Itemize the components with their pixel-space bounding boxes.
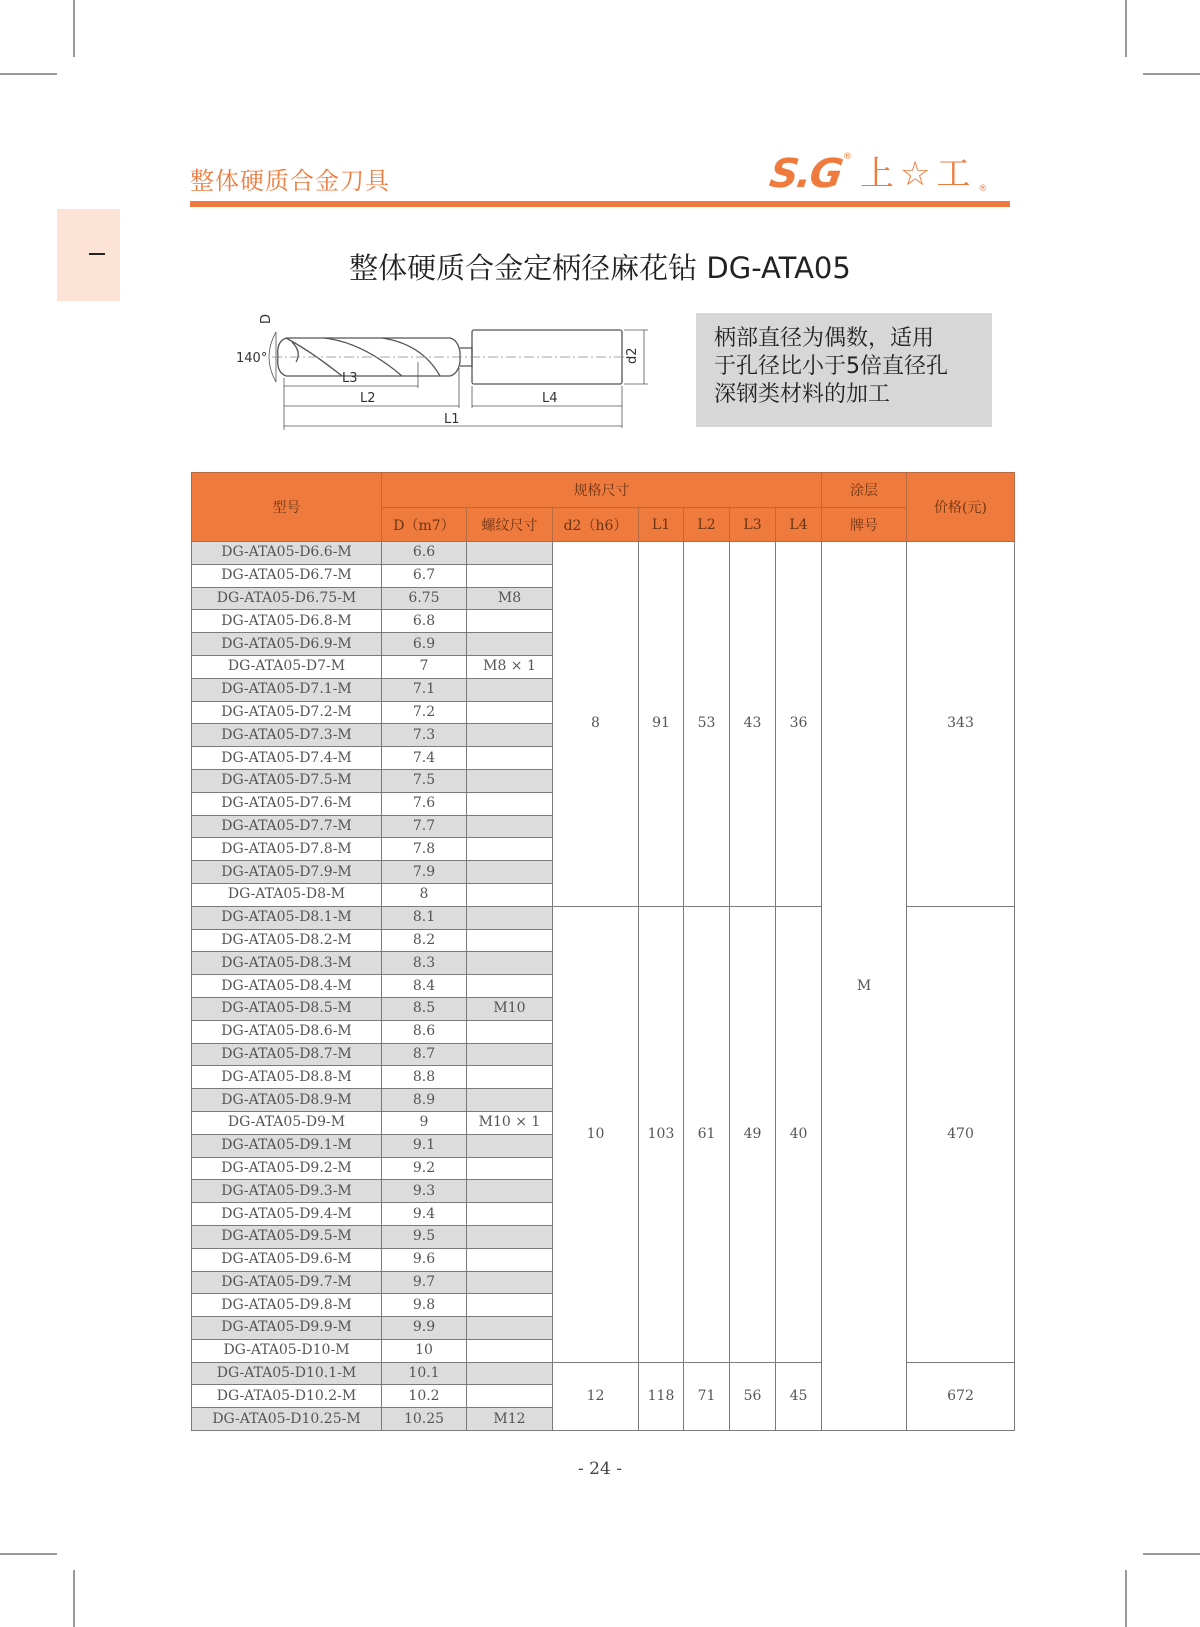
cell-model: DG-ATA05-D8.9-M [192,1089,382,1112]
cell-thread [467,1225,553,1248]
cell-diameter: 7.5 [382,769,467,792]
cell-price: 343 [907,542,1015,907]
page-number: - 24 - [578,1459,622,1479]
cell-model: DG-ATA05-D9.3-M [192,1180,382,1203]
cell-diameter: 7.9 [382,861,467,884]
crop-mark [0,1553,57,1555]
cell-model: DG-ATA05-D8.1-M [192,906,382,929]
cell-model: DG-ATA05-D9.7-M [192,1271,382,1294]
cell-diameter: 8.3 [382,952,467,975]
cell-price: 672 [907,1362,1015,1430]
cell-model: DG-ATA05-D8.7-M [192,1043,382,1066]
cell-model: DG-ATA05-D7.1-M [192,678,382,701]
cell-thread [467,542,553,565]
cell-diameter: 9.6 [382,1248,467,1271]
cell-l3: 49 [730,906,776,1362]
col-header-price: 价格(元) [907,473,1015,542]
usage-note [696,313,992,427]
cell-diameter: 7.1 [382,678,467,701]
crop-mark [1143,73,1200,75]
cell-thread [467,929,553,952]
cell-model: DG-ATA05-D7-M [192,655,382,678]
cell-model: DG-ATA05-D6.9-M [192,633,382,656]
cell-diameter: 6.7 [382,564,467,587]
cell-model: DG-ATA05-D9.8-M [192,1294,382,1317]
cell-diameter: 8.8 [382,1066,467,1089]
col-header-l2: L2 [684,508,730,542]
cell-model: DG-ATA05-D7.7-M [192,815,382,838]
cell-diameter: 9 [382,1111,467,1134]
cell-shank-diameter: 8 [553,542,639,907]
cell-model: DG-ATA05-D10-M [192,1339,382,1362]
cell-l4: 40 [776,906,822,1362]
cell-thread [467,1385,553,1408]
cell-diameter: 10.25 [382,1408,467,1431]
cell-thread [467,724,553,747]
cell-thread [467,769,553,792]
cell-diameter: 8.6 [382,1020,467,1043]
cell-thread [467,1066,553,1089]
col-header-l4: L4 [776,508,822,542]
cell-thread [467,861,553,884]
cell-diameter: 10 [382,1339,467,1362]
cell-l2: 71 [684,1362,730,1430]
cell-model: DG-ATA05-D9.5-M [192,1225,382,1248]
col-header-model: 型号 [192,473,382,542]
cell-thread [467,883,553,906]
cell-diameter: 7.2 [382,701,467,724]
cell-thread [467,564,553,587]
crop-mark [73,0,75,57]
cell-thread [467,747,553,770]
cell-model: DG-ATA05-D9.6-M [192,1248,382,1271]
spec-table [191,472,1015,1431]
cell-l4: 45 [776,1362,822,1430]
cell-diameter: 8.9 [382,1089,467,1112]
spec-table-body [192,542,1015,1431]
cell-diameter: 9.1 [382,1134,467,1157]
note-line: 于孔径比小于5倍直径孔 [714,354,948,379]
cell-thread: M8 × 1 [467,655,553,678]
cell-l3: 43 [730,542,776,907]
cell-model: DG-ATA05-D10.25-M [192,1408,382,1431]
cell-l2: 61 [684,906,730,1362]
cell-diameter: 7 [382,655,467,678]
cell-diameter: 8.1 [382,906,467,929]
cell-diameter: 7.8 [382,838,467,861]
cell-thread [467,975,553,998]
cell-model: DG-ATA05-D7.6-M [192,792,382,815]
cell-diameter: 9.4 [382,1203,467,1226]
cell-diameter: 8.7 [382,1043,467,1066]
cell-l1: 91 [639,542,684,907]
cell-thread [467,906,553,929]
registered-mark: ® [842,152,852,162]
cell-coating: M [822,542,907,1431]
cell-model: DG-ATA05-D7.2-M [192,701,382,724]
header-rule [190,201,1010,207]
col-header-l3: L3 [730,508,776,542]
cell-model: DG-ATA05-D9-M [192,1111,382,1134]
cell-thread [467,1248,553,1271]
cell-thread [467,633,553,656]
cell-diameter: 7.3 [382,724,467,747]
cell-diameter: 9.9 [382,1317,467,1340]
cell-diameter: 6.9 [382,633,467,656]
registered-mark: ® [978,184,988,194]
dim-label-d2: d2 [625,347,640,364]
cell-thread [467,1362,553,1385]
col-header-coating-bottom: 牌号 [822,508,907,542]
cell-shank-diameter: 12 [553,1362,639,1430]
note-line: 深钢类材料的加工 [714,382,891,407]
angle-label: 140° [236,351,268,366]
cell-thread [467,1157,553,1180]
cell-diameter: 6.75 [382,587,467,610]
cell-thread [467,1339,553,1362]
cell-model: DG-ATA05-D7.8-M [192,838,382,861]
cell-thread [467,792,553,815]
cell-thread: M10 × 1 [467,1111,553,1134]
table-row [192,542,1015,565]
cell-l4: 36 [776,542,822,907]
cell-model: DG-ATA05-D6.6-M [192,542,382,565]
cell-thread: M10 [467,997,553,1020]
cell-thread [467,1180,553,1203]
cell-model: DG-ATA05-D8.5-M [192,997,382,1020]
cell-thread [467,701,553,724]
dim-label-d: D [259,313,274,324]
cell-model: DG-ATA05-D8.6-M [192,1020,382,1043]
col-header-l1: L1 [639,508,684,542]
cell-thread [467,1203,553,1226]
dim-label-l1: L1 [444,412,460,427]
dim-label-l3: L3 [342,371,358,386]
cell-diameter: 9.2 [382,1157,467,1180]
cell-diameter: 8 [382,883,467,906]
cell-price: 470 [907,906,1015,1362]
crop-mark [1125,0,1127,57]
cell-thread: M12 [467,1408,553,1431]
cell-model: DG-ATA05-D8-M [192,883,382,906]
cell-thread: M8 [467,587,553,610]
cell-model: DG-ATA05-D9.2-M [192,1157,382,1180]
logo-latin: S.G [766,151,845,197]
drill-diagram [232,302,652,442]
cell-model: DG-ATA05-D10.2-M [192,1385,382,1408]
crop-mark [1125,1570,1127,1627]
note-line: 柄部直径为偶数，适用 [714,326,935,351]
cell-model: DG-ATA05-D9.4-M [192,1203,382,1226]
cell-shank-diameter: 10 [553,906,639,1362]
col-header-coating-top: 涂层 [822,473,907,508]
cell-diameter: 7.4 [382,747,467,770]
cell-thread [467,1317,553,1340]
col-header-d: D（m7） [382,508,467,542]
crop-mark [73,1570,75,1627]
cell-model: DG-ATA05-D7.5-M [192,769,382,792]
cell-model: DG-ATA05-D9.9-M [192,1317,382,1340]
crop-mark [0,73,57,75]
cell-l3: 56 [730,1362,776,1430]
cell-diameter: 7.7 [382,815,467,838]
col-header-d2: d2（h6） [553,508,639,542]
cell-diameter: 10.2 [382,1385,467,1408]
cell-thread [467,1020,553,1043]
cell-diameter: 9.7 [382,1271,467,1294]
cell-thread [467,1271,553,1294]
cell-thread [467,1043,553,1066]
cell-model: DG-ATA05-D7.4-M [192,747,382,770]
cell-model: DG-ATA05-D8.4-M [192,975,382,998]
cell-diameter: 9.5 [382,1225,467,1248]
cell-model: DG-ATA05-D8.8-M [192,1066,382,1089]
cell-diameter: 6.6 [382,542,467,565]
cell-model: DG-ATA05-D6.7-M [192,564,382,587]
cell-diameter: 6.8 [382,610,467,633]
brand-logo [766,150,988,197]
cell-thread [467,1294,553,1317]
cell-diameter: 9.8 [382,1294,467,1317]
cell-diameter: 8.4 [382,975,467,998]
cell-thread [467,815,553,838]
cell-thread [467,678,553,701]
cell-model: DG-ATA05-D6.8-M [192,610,382,633]
logo-chinese: 上☆工 [859,154,977,194]
col-header-thread: 螺纹尺寸 [467,508,553,542]
cell-diameter: 10.1 [382,1362,467,1385]
dim-label-l4: L4 [542,391,558,406]
cell-diameter: 8.5 [382,997,467,1020]
product-title: 整体硬质合金定柄径麻花钻 DG-ATA05 [349,251,851,285]
cell-l1: 103 [639,906,684,1362]
cell-l2: 53 [684,542,730,907]
cell-model: DG-ATA05-D6.75-M [192,587,382,610]
cell-model: DG-ATA05-D7.9-M [192,861,382,884]
dim-label-l2: L2 [360,391,376,406]
cell-diameter: 8.2 [382,929,467,952]
cell-thread [467,1134,553,1157]
section-title: 整体硬质合金刀具 [190,167,390,195]
crop-mark [1143,1553,1200,1555]
cell-thread [467,838,553,861]
cell-thread [467,1089,553,1112]
col-header-spec-group: 规格尺寸 [382,473,822,508]
cell-diameter: 9.3 [382,1180,467,1203]
cell-model: DG-ATA05-D7.3-M [192,724,382,747]
cell-model: DG-ATA05-D10.1-M [192,1362,382,1385]
cell-l1: 118 [639,1362,684,1430]
cell-model: DG-ATA05-D9.1-M [192,1134,382,1157]
cell-model: DG-ATA05-D8.2-M [192,929,382,952]
cell-thread [467,952,553,975]
cell-diameter: 7.6 [382,792,467,815]
cell-model: DG-ATA05-D8.3-M [192,952,382,975]
cell-thread [467,610,553,633]
